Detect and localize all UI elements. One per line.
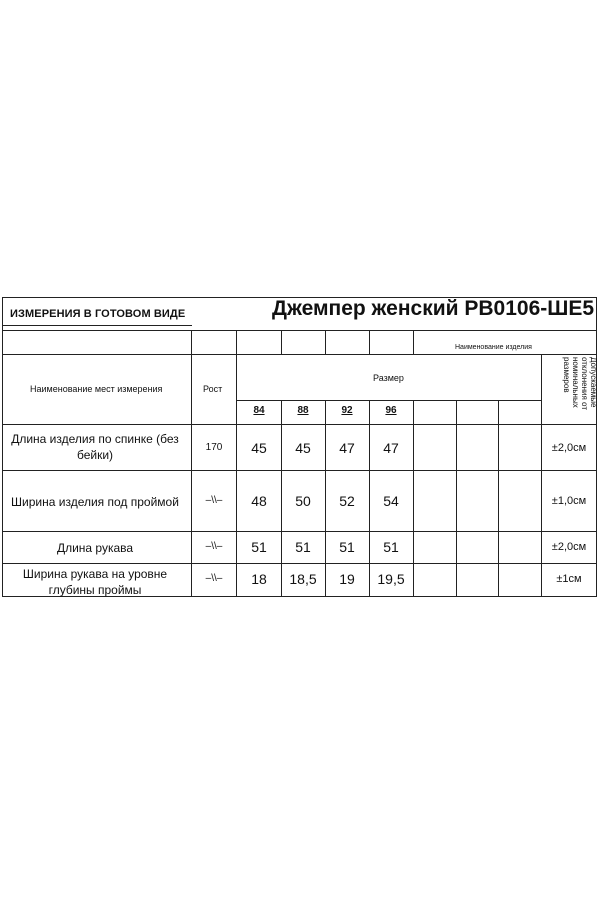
- product-name-label: Наименование изделия: [455, 344, 532, 351]
- col-divider-e1: [456, 400, 457, 597]
- tolerance-header-text: Допускаемые отклонения от номинальных размеров: [562, 357, 598, 410]
- size-84: 84: [253, 405, 265, 416]
- size-88: 88: [297, 405, 309, 416]
- header-label: ИЗМЕРЕНИЯ В ГОТОВОМ ВИДЕ: [10, 308, 186, 320]
- size-header: Размер: [373, 373, 404, 383]
- col-divider-84: [281, 330, 282, 354]
- row-tolerance: ±1см: [556, 573, 582, 585]
- row-value: 51: [295, 539, 311, 555]
- col-divider-e2: [498, 400, 499, 597]
- row-tolerance: ±2,0см: [551, 541, 587, 553]
- row-value: 52: [339, 493, 355, 509]
- row-value: 19: [339, 571, 355, 587]
- row-value: 18: [251, 571, 267, 587]
- row-height: 170: [205, 442, 223, 453]
- row-value: 51: [339, 539, 355, 555]
- row-value: 18,5: [289, 571, 317, 587]
- row-value: 50: [295, 493, 311, 509]
- row-value: 47: [339, 440, 355, 456]
- product-name-line: [2, 354, 597, 355]
- col-divider-height: [236, 330, 237, 597]
- col-divider-96b: [413, 400, 414, 597]
- header-bottom-line: [2, 424, 597, 425]
- row-label: Длина рукава: [56, 541, 134, 555]
- row-label: Ширина изделия под проймой: [11, 495, 179, 509]
- row-label: Длина изделия по спинке (без бейки): [11, 432, 179, 462]
- row-value: 51: [251, 539, 267, 555]
- row-value: 51: [383, 539, 399, 555]
- row2-bottom-line: [2, 531, 597, 532]
- row-label: Ширина рукава на уровне глубины проймы: [22, 567, 168, 597]
- row-tolerance: ±2,0см: [551, 442, 587, 454]
- row-value: 54: [383, 493, 399, 509]
- document-title: Джемпер женский PB0106-ШЕ5: [272, 297, 595, 320]
- row-height: –\\–: [205, 541, 223, 552]
- measure-places-header: Наименование мест измерения: [30, 384, 163, 394]
- height-header: Рост: [203, 384, 223, 394]
- size-92: 92: [341, 405, 353, 416]
- col-divider-tol: [541, 354, 542, 597]
- size-96: 96: [385, 405, 397, 416]
- tolerance-header: [562, 357, 598, 419]
- row-value: 48: [251, 493, 267, 509]
- row3-bottom-line: [2, 563, 597, 564]
- row-tolerance: ±1,0см: [551, 495, 587, 507]
- col-divider-96: [413, 330, 414, 354]
- col-divider-88: [325, 330, 326, 354]
- row-value: 45: [251, 440, 267, 456]
- row-height: –\\–: [205, 495, 223, 506]
- row-height: –\\–: [205, 573, 223, 584]
- header-divider: [2, 330, 597, 331]
- row-value: 45: [295, 440, 311, 456]
- col-divider-92: [369, 330, 370, 354]
- row1-bottom-line: [2, 470, 597, 471]
- header-left-underline: [2, 325, 192, 326]
- row-value: 19,5: [377, 571, 405, 587]
- row-value: 47: [383, 440, 399, 456]
- col-divider-label: [191, 330, 192, 597]
